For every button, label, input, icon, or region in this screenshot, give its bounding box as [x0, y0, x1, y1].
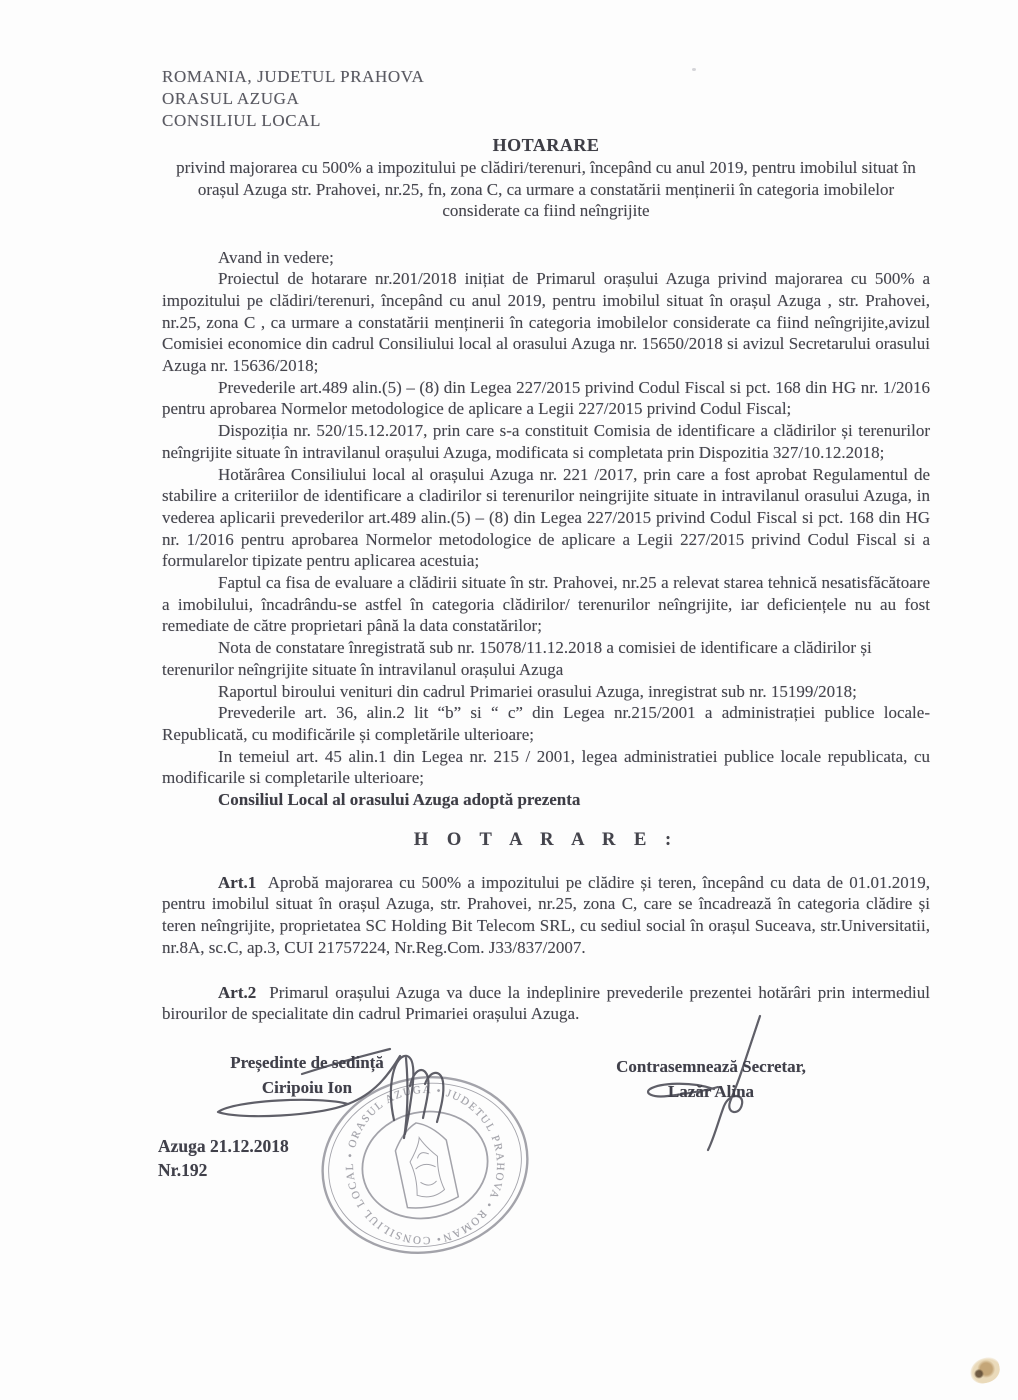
article-2-label: Art.2: [218, 982, 257, 1002]
preamble-item: Faptul ca fisa de evaluare a clădirii situate în str. Prahovei, nr.25 a relevat starea tehnică nesatisfăcătoare a imobilului, încadrându-se astfel în categoria clădirilor/ terenurilor neîngrijite, iar deficiențele nu au fost remediate de către proprietari până la data constatărilor;: [162, 573, 930, 636]
issuance-block: [158, 1134, 289, 1182]
preamble-section: [162, 247, 930, 811]
letterhead: [162, 66, 930, 132]
president-name: Ciripoiu Ion: [261, 1078, 353, 1097]
letterhead-city: ORASUL AZUGA: [162, 89, 300, 108]
document-title: HOTARARE: [492, 135, 600, 155]
decision-heading: H O T A R A R E :: [413, 829, 679, 850]
article-2-text: Primarul orașului Azuga va duce la indeplinire prevederile prezentei hotărâri prin intermediul birourilor de specialitate din cadrul Primariei orașului Azuga.: [162, 982, 931, 1024]
president-role: Președinte de sedință: [230, 1053, 384, 1072]
scan-artifact-dot: [692, 68, 696, 71]
article-1-text: Aprobă majorarea cu 500% a impozitului pe clădire și teren, începând cu data de 01.01.2019, pentru imobilul situat în orașul Azuga, str. Prahovei, nr.25, zona C, care se încadrează în categoria clădire și teren neîngrijite, proprietatea SC Holding Bit Telecom SRL, cu sediul social în orașul Suceava, str.Universitatii, nr.8A, sc.C, ap.3, CUI 21757224, Nr.Reg.Com. J33/837/2007.: [162, 872, 931, 957]
letterhead-country-county: ROMANIA, JUDETUL PRAHOVA: [162, 67, 425, 86]
letterhead-council: CONSILIUL LOCAL: [162, 111, 321, 130]
articles-section: [162, 872, 930, 1025]
preamble-item: Dispoziția nr. 520/15.12.2017, prin care s-a constituit Comisia de identificare a clădirilor și terenurilor neîngrijite situate în intravilanul orașului Azuga, modificata si completata prin Dispozitia 327/10.12.2018;: [162, 421, 930, 462]
signature-section: [158, 1028, 930, 1400]
issuance-number: Nr.192: [158, 1160, 208, 1180]
preamble-intro: Avand in vedere;: [218, 247, 334, 267]
document-subtitle: privind majorarea cu 500% a impozitului pe clădiri/terenuri, începând cu anul 2019, pentru imobilul situat în orașul Azuga str. Prahovei, nr.25, fn, zona C, ca urmare a constatării menținerii în categoria imobilelor considerate ca fiind neîngrijite: [176, 158, 916, 220]
preamble-item: Raportul biroului venituri din cadrul Primariei orasului Azuga, inregistrat sub nr. 15199/2018;: [218, 681, 857, 701]
preamble-item: In temeiul art. 45 alin.1 din Legea nr. 215 / 2001, legea administratiei publice locale republicata, cu modificarile si completarile ulterioare;: [162, 746, 930, 788]
issuance-place-date: Azuga 21.12.2018: [158, 1136, 289, 1156]
enacting-formula: Consiliul Local al orasului Azuga adoptă prezenta: [218, 790, 581, 810]
president-sign-block: [182, 1050, 432, 1100]
preamble-item: Prevederile art. 36, alin.2 lit “b” si “ c” din Legea nr.215/2001 a administrației publice locale- Republicată, cu modificările și completările ulterioare;: [162, 703, 930, 744]
article-2: [162, 982, 930, 1025]
ink-overlay: [162, 986, 930, 1400]
preamble-item: Prevederile art.489 alin.(5) – (8) din Legea 227/2015 privind Codul Fiscal si pct. 168 din HG nr. 1/2016 pentru aprobarea Normelor metodologice de aplicare a Legii 227/2015 privind Codul Fiscal;: [162, 377, 930, 419]
stamp-ring-text: • CONSILIUL LOCAL • ORASUL AZUGA • JUDETUL PRAHOVA • ROMANIA: [343, 1083, 507, 1247]
preamble-item: Nota de constatare înregistrată sub nr. 15078/11.12.2018 a comisiei de identificare a clădirilor și terenurilor neîngrijite situate în intravilanul orașului Azuga: [162, 638, 872, 679]
secretary-name: Lazăr Alina: [667, 1082, 755, 1101]
article-1: [162, 872, 930, 959]
secretary-role: Contrasemnează Secretar,: [616, 1057, 806, 1076]
preamble-item: Hotărârea Consiliului local al orașului Azuga nr. 221 /2017, prin care a fost aprobat Regulamentul de stabilire a criteriilor de identificare a cladirilor si terenurilor neingrijite situate in intravilanul orasului Azuga, in vederea aplicarii prevederilor art.489 alin.(5) – (8) din Legea 227/2015 privind Codul Fiscal si pct. 168 din HG nr. 1/2016 pentru aprobarea Normelor metodologice de aplicare a Legii 227/2015 privind Codul Fiscal si a formularelor tipizate pentru aplicarea acestuia;: [162, 464, 930, 571]
scan-artifact-smudge: [968, 1355, 1003, 1386]
preamble-item: Proiectul de hotarare nr.201/2018 inițiat de Primarul orașului Azuga privind majorarea cu 500% a impozitului pe clădiri/terenuri, începând cu anul 2019, pentru imobilul situat în orașul Azuga , str. Prahovei, nr.25, zona C , ca urmare a constatării menținerii în categoria imobilelor considerate ca fiind neîngrijite,avizul Comisiei economice din cadrul Consiliului local al orasului Azuga nr. 15650/2018 si avizul Secretarului orasului Azuga nr. 15636/2018;: [162, 269, 930, 376]
article-1-label: Art.1: [218, 872, 257, 892]
stamp-coat-of-arms: [391, 1118, 460, 1212]
secretary-sign-block: [586, 1054, 836, 1104]
